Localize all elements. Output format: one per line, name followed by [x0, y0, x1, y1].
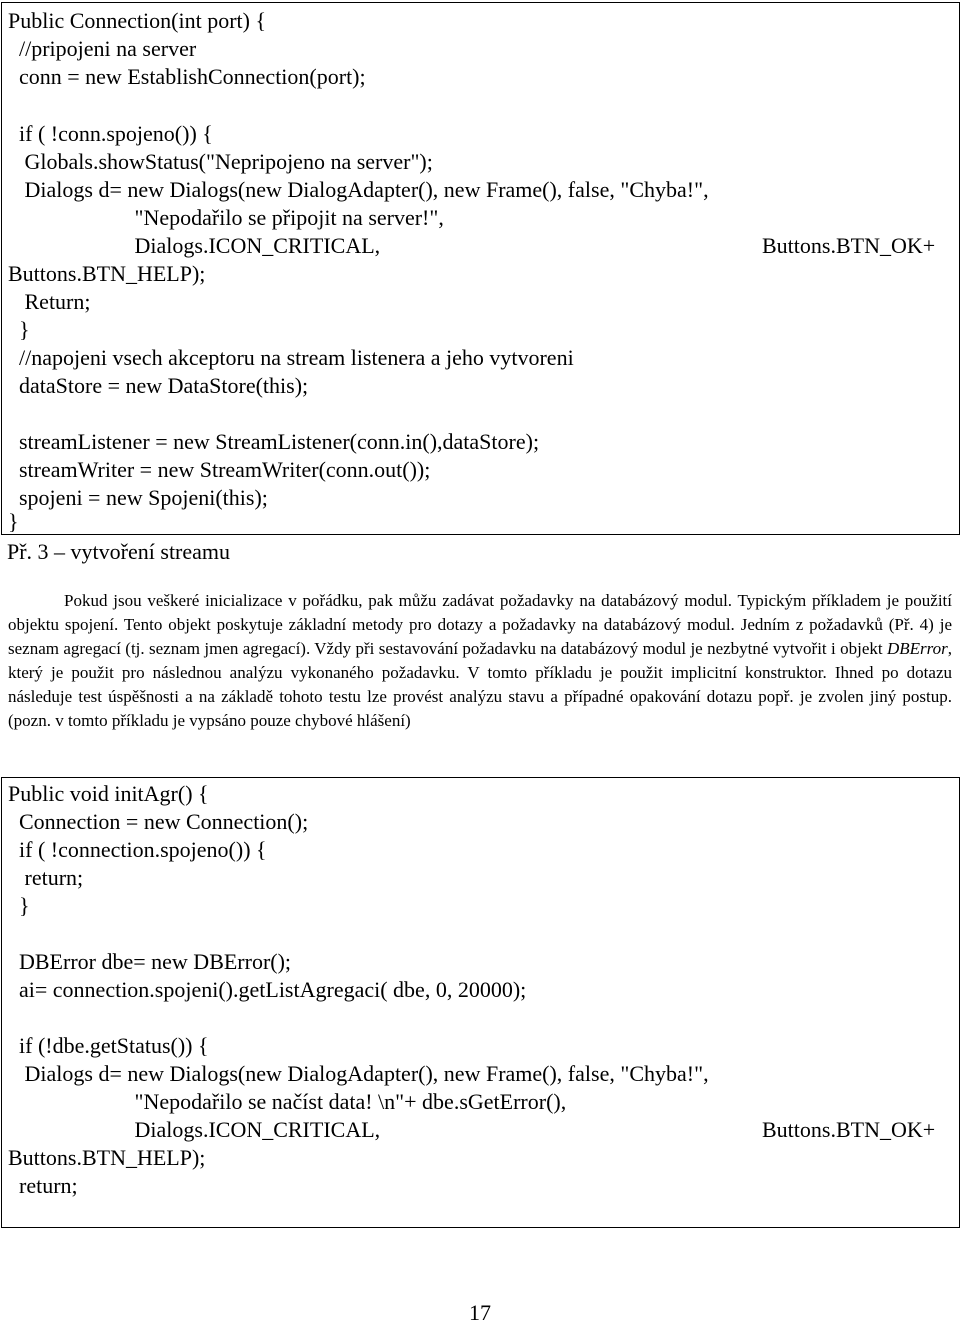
code-line: if ( !connection.spojeno()) { — [8, 837, 267, 862]
code-line: Public void initAgr() { — [8, 781, 209, 806]
paragraph-emphasis: DBError — [886, 638, 948, 658]
code-line: Dialogs d= new Dialogs(new DialogAdapter(), new Frame(), false, "Chyba!", — [8, 177, 709, 202]
code-line: spojeni = new Spojeni(this); — [8, 485, 268, 510]
paragraph-text: Pokud jsou veškeré inicializace v pořádku, pak můžu zadávat požadavky na databázový modul. Typickým příkladem je použití objektu spojení. Tento objekt poskytuje základní metody pro dotazy a požadavky na databázový modul. Jedním z požadavků (Př. 4) je seznam agregací (tj. seznam jmen agregací). Vždy při sestavování požadavku na databázový modul je nezbytné vytvořit i objekt — [8, 591, 952, 658]
code-line: Dialogs.ICON_CRITICAL, — [8, 233, 381, 258]
code-line: Buttons.BTN_HELP); — [8, 1145, 206, 1170]
code-line: //napojeni vsech akceptoru na stream listenera a jeho vytvoreni — [8, 345, 574, 370]
code-line: } — [8, 893, 30, 918]
code-listing-1 — [1, 2, 960, 535]
code-line: Dialogs.ICON_CRITICAL, — [8, 1117, 381, 1142]
code-line: Buttons.BTN_HELP); — [8, 261, 206, 286]
code-line: } — [8, 509, 19, 534]
code-line-right: Buttons.BTN_OK+ — [762, 233, 936, 258]
code-line: "Nepodařilo se načíst data! \n"+ dbe.sGetError(), — [8, 1089, 567, 1114]
code-line-right: Buttons.BTN_OK+ — [762, 1117, 936, 1142]
code-line: "Nepodařilo se připojit na server!", — [8, 205, 444, 230]
code-line: dataStore = new DataStore(this); — [8, 373, 309, 398]
code-line: //pripojeni na server — [8, 36, 197, 61]
code-line: Connection = new Connection(); — [8, 809, 309, 834]
code-line: if ( !conn.spojeno()) { — [8, 121, 213, 146]
code-line: Globals.showStatus("Nepripojeno na server"); — [8, 149, 433, 174]
code-line: streamWriter = new StreamWriter(conn.out()); — [8, 457, 431, 482]
code-line: return; — [8, 1173, 78, 1198]
code-line: Return; — [8, 289, 91, 314]
code-line: ai= connection.spojeni().getListAgregaci( dbe, 0, 20000); — [8, 977, 527, 1002]
code-line: conn = new EstablishConnection(port); — [8, 64, 366, 89]
body-paragraph — [8, 589, 952, 732]
paragraph-text: , který je použit pro následnou analýzu vykonaného požadavku. V tomto příkladu je použit implicitní konstruktor. Ihned po dotazu následuje test úspěšnosti a na základě tohoto testu lze provést analýzu stavu a případné opakování dotazu popř. je zvolen jiný postup. (pozn. v tomto příkladu je vypsáno pouze chybové hlášení) — [8, 638, 952, 730]
page-number: 17 — [469, 1300, 491, 1325]
example-caption: Př. 3 – vytvoření streamu — [7, 539, 231, 564]
code-line: if (!dbe.getStatus()) { — [8, 1033, 209, 1058]
code-listing-2 — [1, 777, 960, 1228]
code-line: Dialogs d= new Dialogs(new DialogAdapter(), new Frame(), false, "Chyba!", — [8, 1061, 709, 1086]
code-line: } — [8, 317, 30, 342]
code-line: Public Connection(int port) { — [8, 8, 267, 33]
code-line: DBError dbe= new DBError(); — [8, 949, 292, 974]
code-line: return; — [8, 865, 84, 890]
code-line: streamListener = new StreamListener(conn.in(),dataStore); — [8, 429, 540, 454]
